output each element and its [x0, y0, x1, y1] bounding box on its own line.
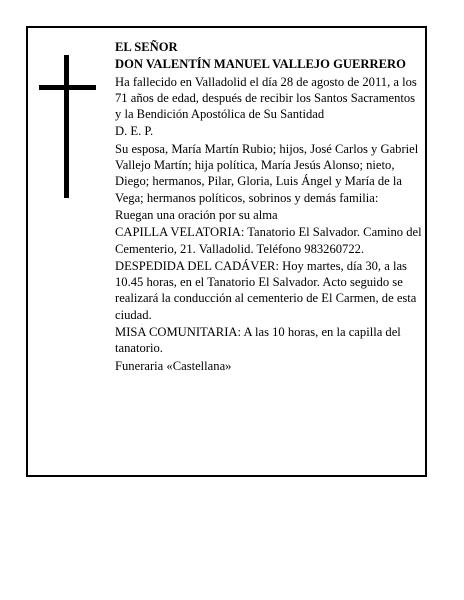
farewell-info: DESPEDIDA DEL CADÁVER: Hoy martes, día 30, a las 10.45 horas, en el Tanatorio El Salvador. Acto seguido se realizará la conducción al cementerio de El Carmen, de esta ciudad.	[115, 258, 417, 322]
deceased-name: DON VALENTÍN MANUEL VALLEJO GUERRERO	[115, 57, 406, 72]
obituary-notice	[26, 26, 427, 477]
notice-text	[115, 39, 422, 375]
mass-info: MISA COMUNITARIA: A las 10 horas, en la capilla del tanatorio.	[115, 325, 401, 356]
death-announcement: Ha fallecido en Valladolid el día 28 de agosto de 2011, a los 71 años de edad, después de recibir los Santos Sacramentos y la Bendición Apostólica de Su Santidad	[115, 74, 417, 122]
funeral-home: Funeraria «Castellana»	[115, 358, 232, 373]
prayer-request: Ruegan una oración por su alma	[115, 207, 278, 222]
funeral-chapel-info: CAPILLA VELATORIA: Tanatorio El Salvador. Camino del Cementerio, 21. Valladolid. Teléfono 983260722.	[115, 225, 422, 256]
rip-line: D. E. P.	[115, 124, 154, 139]
cross-icon	[39, 55, 96, 198]
cross-vertical-bar	[64, 55, 69, 198]
cross-horizontal-bar	[39, 85, 96, 90]
notice-heading: EL SEÑOR	[115, 40, 178, 54]
family-list: Su esposa, María Martín Rubio; hijos, José Carlos y Gabriel Vallejo Martín; hija política, María Jesús Alonso; nieto, Diego; hermanos, Pilar, Gloria, Luis Ángel y María de la Vega; hermanos políticos, sobrinos y demás familia:	[115, 141, 419, 205]
